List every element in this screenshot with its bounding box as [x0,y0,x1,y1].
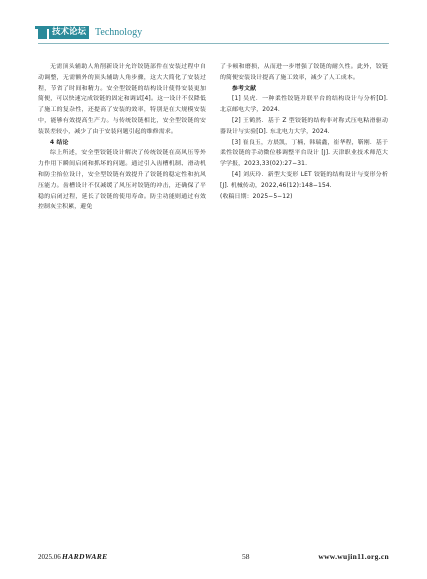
magazine-name: HARDWARE [62,552,108,561]
page-header [38,22,389,44]
reference-item: [3] 崔良玉，方晨凯，丁楠，韩瑞鑫，崔华程，靳刚．基于柔性铰链的手动微位移调整平台设计 [J]. 天津职业技术师范大学学报，2023,33(02):27−31. [220,139,388,168]
section-title-conclusion: 4 结论 [50,139,69,146]
received-date: (收稿日期：2025−5−12) [220,193,293,200]
header-divider [38,43,389,44]
references-title: 参考文献 [232,85,257,92]
header-t-logo-icon [38,26,47,39]
reference-item: [2] 王鹤然．基于 Z 型铰链的结构非对称式压电粘滑驱动器设计与实验[D]. 东北电力大学，2024. [220,117,388,135]
left-paragraph-1: 无需顶头辅助人角削新设计允许铰链部件在安装过程中自动调整，无需额外的顶头辅助人角步骤，这大大简化了安装过程，节省了时间和精力。安全型铰链的结构设计使得安装更加简便，可以快速完成铰链的固定和调试[4]。这一设计不仅降低了施工的复杂性，还提高了安装的效率，特别是在大规模安装中，能够有效提高生产力。与传统铰链相比，安全型铰链的安装误差较小，减少了由于安装问题引起的维修需求。 [38,64,206,135]
left-paragraph-2: 综上所述，安全型铰链设计解决了传统铰链在高风压等外力作用下瞬间启闭和抓坏的问题。通过引入齿槽机制、滑动机和防尘抬位设计，安全型铰链有效提升了铰链的稳定性和抗风压能力。齿槽设计不仅减缓了风压对铰链的冲击，还确保了平稳的启闭过程，延长了铰链的使用寿命。防尘功能则通过有效控制灰尘积累，避免 [38,150,206,211]
reference-item: [1] 吴虎．一种柔性铰链并联平台的结构设计与分析[D]. 北京邮电大学，2024. [220,96,388,114]
reference-item: [4] 刘庆玲．新型大变形 LET 铰链的结构设计与变形分析 [J]. 机械传动，2022,46(12):148−154. [220,171,388,189]
right-column [220,62,388,202]
section-label-en: Technology [95,27,143,38]
section-label-cn: 技术论坛 [49,26,89,39]
issue-date: 2025.06 [38,553,61,561]
page-footer [38,551,389,563]
website-url: www.wujin11.org.cn [318,552,389,561]
page-number: 58 [242,552,250,561]
right-paragraph-continued: 了卡顿和磨损，从而进一步增强了铰链的耐久性。此外，铰链的简便安装设计提高了施工效率，减少了人工成本。 [220,64,388,81]
left-column [38,62,206,213]
